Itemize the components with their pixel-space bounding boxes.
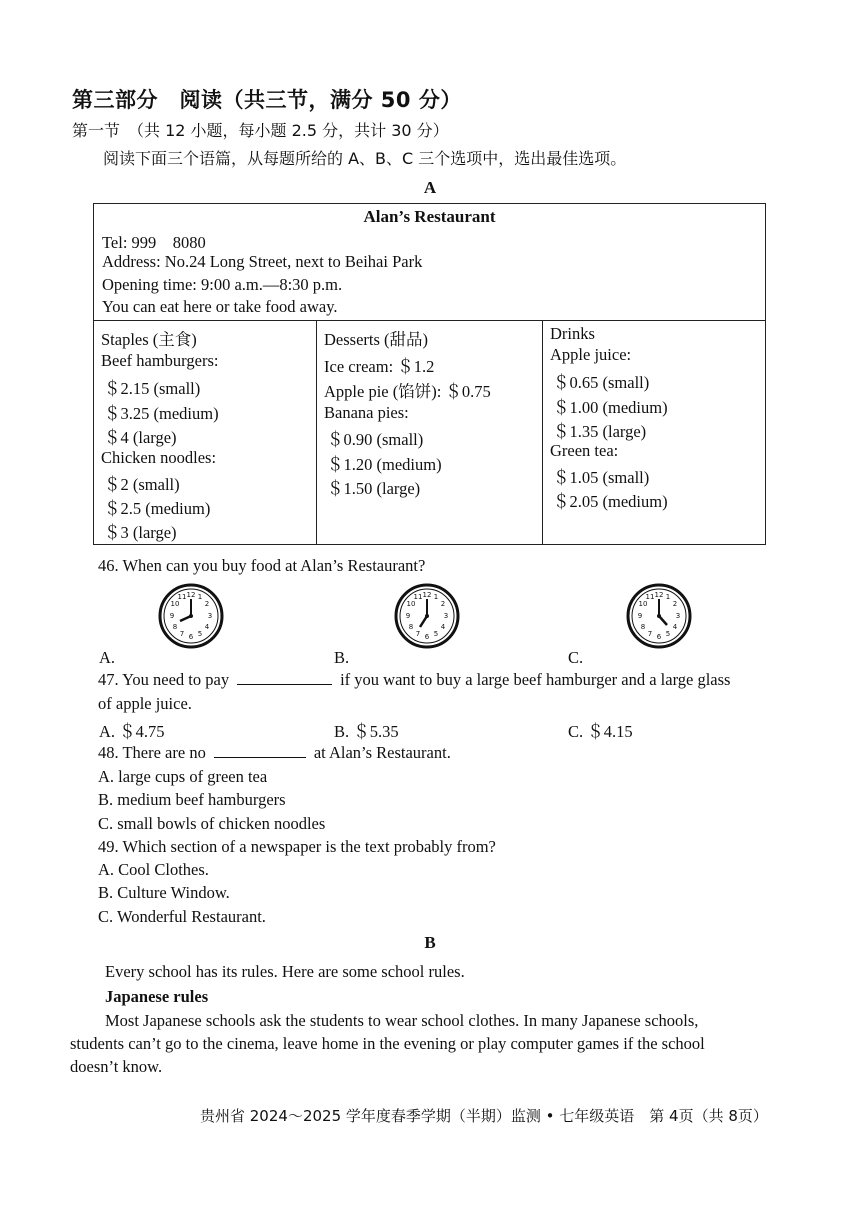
question-48-option-b: B. medium beef hamburgers [98, 790, 286, 809]
svg-text:3: 3 [675, 612, 681, 620]
svg-text:1: 1 [665, 593, 671, 601]
svg-text:6: 6 [424, 633, 430, 641]
passage-b-line-3: doesn’t know. [70, 1057, 163, 1076]
menu-item: ＄1.05 (small) [553, 468, 650, 487]
clock-icon [158, 583, 224, 649]
menu-item: ＄2 (small) [104, 475, 180, 494]
svg-text:1: 1 [433, 593, 439, 601]
svg-text:7: 7 [415, 630, 421, 638]
clock-icon [626, 583, 692, 649]
svg-text:3: 3 [207, 612, 213, 620]
menu-opening-time: Opening time: 9:00 a.m.—8:30 p.m. [102, 275, 343, 294]
svg-text:6: 6 [656, 633, 662, 641]
question-49-option-c: C. Wonderful Restaurant. [98, 907, 266, 926]
menu-item: ＄1.00 (medium) [553, 398, 668, 417]
question-46-stem: 46. When can you buy food at Alan’s Restaurant? [98, 556, 426, 575]
menu-item: Staples (主食) [101, 330, 197, 349]
menu-item: ＄2.15 (small) [104, 379, 201, 398]
menu-item: ＄2.05 (medium) [553, 492, 668, 511]
svg-text:2: 2 [440, 600, 446, 608]
svg-text:1: 1 [197, 593, 203, 601]
question-47-option-a: A. ＄4.75 [99, 722, 165, 741]
svg-text:6: 6 [188, 633, 194, 641]
question-47-option-b: B. ＄5.35 [334, 722, 399, 741]
passage-b-intro: Every school has its rules. Here are some school rules. [105, 962, 465, 981]
svg-text:4: 4 [440, 623, 446, 631]
passage-b-line-1: Most Japanese schools ask the students to wear school clothes. In many Japanese schools, [105, 1011, 699, 1030]
menu-item: ＄2.5 (medium) [104, 499, 211, 518]
passage-b-heading: Japanese rules [105, 987, 209, 1006]
question-46-option-b: B. [334, 648, 350, 667]
question-47-option-c: C. ＄4.15 [568, 722, 633, 741]
menu-item: ＄1.50 (large) [327, 479, 421, 498]
question-47-stem-continued: of apple juice. [98, 694, 192, 713]
menu-column-staples [94, 321, 317, 544]
clock-icon [394, 583, 460, 649]
svg-text:4: 4 [672, 623, 678, 631]
menu-column-drinks [543, 321, 765, 544]
svg-text:9: 9 [405, 612, 411, 620]
menu-item: Banana pies: [324, 403, 409, 422]
svg-text:10: 10 [638, 600, 648, 608]
menu-header [94, 204, 765, 321]
menu-note: You can eat here or take food away. [102, 297, 338, 316]
question-46-option-a: A. [99, 648, 116, 667]
svg-text:7: 7 [179, 630, 185, 638]
menu-column-desserts [317, 321, 543, 544]
answer-blank [214, 743, 306, 758]
passage-b-label: B [424, 933, 436, 952]
svg-text:11: 11 [413, 593, 423, 601]
svg-text:9: 9 [637, 612, 643, 620]
question-46-option-c: C. [568, 648, 584, 667]
svg-text:7: 7 [647, 630, 653, 638]
restaurant-menu-table [93, 203, 766, 545]
question-48-option-a: A. large cups of green tea [98, 767, 268, 786]
menu-item: Green tea: [550, 441, 619, 460]
question-48-stem-start: 48. There are no [98, 743, 206, 762]
menu-item: Drinks [550, 324, 595, 343]
menu-item: Apple pie (馅饼): ＄0.75 [324, 382, 491, 401]
question-47-stem-end: if you want to buy a large beef hamburger and a large glass [340, 670, 731, 689]
menu-title: Alan’s Restaurant [363, 207, 496, 226]
menu-item: Apple juice: [550, 345, 632, 364]
svg-text:10: 10 [406, 600, 416, 608]
svg-text:10: 10 [170, 600, 180, 608]
svg-text:9: 9 [169, 612, 175, 620]
question-49-option-b: B. Culture Window. [98, 883, 230, 902]
menu-item: Beef hamburgers: [101, 351, 219, 370]
svg-text:5: 5 [665, 630, 671, 638]
svg-text:11: 11 [645, 593, 655, 601]
question-47-stem [98, 670, 730, 690]
question-49-stem: 49. Which section of a newspaper is the text probably from? [98, 837, 496, 856]
svg-text:8: 8 [172, 623, 178, 631]
menu-item: ＄4 (large) [104, 428, 177, 447]
svg-text:12: 12 [422, 591, 432, 599]
svg-text:12: 12 [654, 591, 664, 599]
svg-text:11: 11 [177, 593, 187, 601]
menu-item: ＄3.25 (medium) [104, 404, 219, 423]
menu-address: Address: No.24 Long Street, next to Beihai Park [102, 252, 423, 271]
menu-item: ＄1.20 (medium) [327, 455, 442, 474]
menu-item: Chicken noodles: [101, 448, 217, 467]
svg-text:8: 8 [640, 623, 646, 631]
svg-text:3: 3 [443, 612, 449, 620]
question-47-stem-start: 47. You need to pay [98, 670, 230, 689]
page-footer: 贵州省 2024～2025 学年度春季学期（半期）监测 • 七年级英语 第 4页（共 8页） [200, 1107, 768, 1125]
menu-item: ＄0.90 (small) [327, 430, 424, 449]
question-48-stem-end: at Alan’s Restaurant. [313, 743, 451, 762]
menu-item: ＄3 (large) [104, 523, 177, 542]
question-48-stem [98, 743, 451, 763]
question-49-option-a: A. Cool Clothes. [98, 860, 209, 879]
question-48-option-c: C. small bowls of chicken noodles [98, 814, 326, 833]
part-title: 第三部分 阅读（共三节，满分 50 分） [72, 88, 462, 112]
svg-text:5: 5 [433, 630, 439, 638]
answer-blank [237, 670, 332, 685]
section-title: 第一节 （共 12 小题，每小题 2.5 分，共计 30 分） [72, 121, 449, 140]
menu-tel: Tel: 999 8080 [102, 233, 206, 252]
svg-text:2: 2 [204, 600, 210, 608]
svg-text:4: 4 [204, 623, 210, 631]
passage-b-line-2: students can’t go to the cinema, leave home in the evening or play computer games if the school [70, 1034, 705, 1053]
passage-a-label: A [423, 178, 437, 197]
menu-item: ＄0.65 (small) [553, 373, 650, 392]
svg-text:8: 8 [408, 623, 414, 631]
svg-text:5: 5 [197, 630, 203, 638]
svg-text:12: 12 [186, 591, 196, 599]
instructions: 阅读下面三个语篇，从每题所给的 A、B、C 三个选项中，选出最佳选项。 [103, 149, 627, 168]
menu-item: Desserts (甜品) [324, 330, 429, 349]
svg-text:2: 2 [672, 600, 678, 608]
menu-item: Ice cream: ＄1.2 [324, 357, 435, 376]
menu-item: ＄1.35 (large) [553, 422, 647, 441]
